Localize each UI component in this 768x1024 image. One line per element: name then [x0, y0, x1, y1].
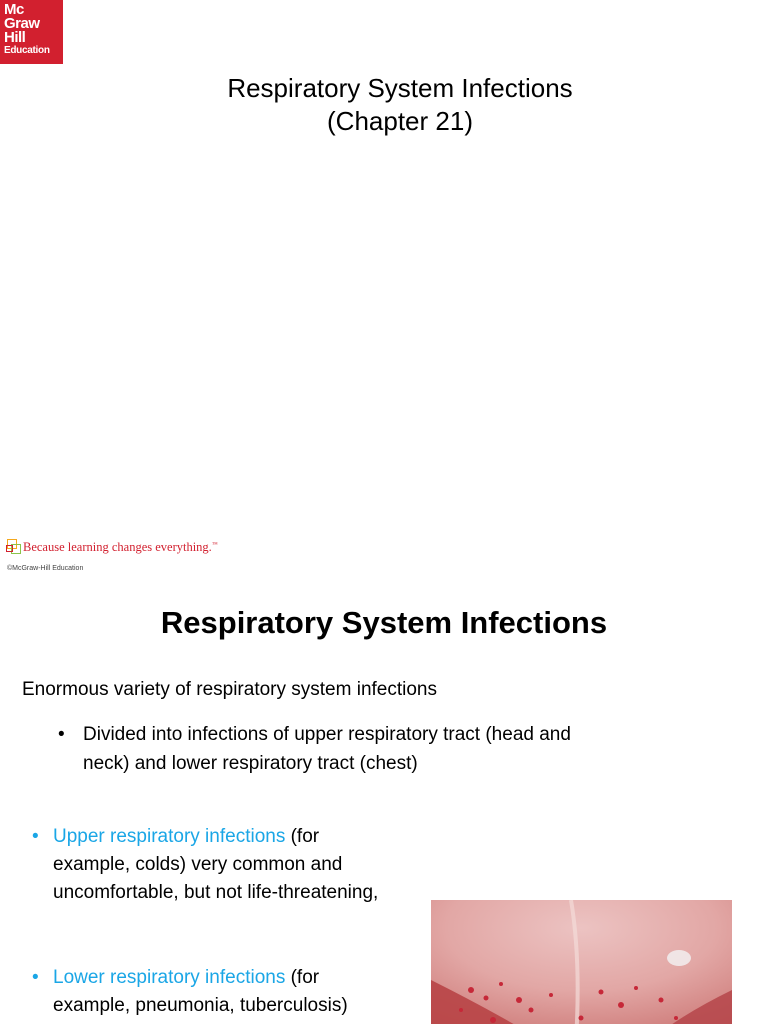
bullet-marker: • [58, 724, 65, 745]
throat-photo [431, 900, 732, 1024]
slide-title-line-1: Respiratory System Infections [227, 73, 573, 103]
bullet-highlight: Upper respiratory infections [53, 826, 286, 847]
mcgraw-hill-logo [0, 0, 63, 64]
bullet-text: (for example, colds) very common and uncomfortable, but not life-threatening, [53, 826, 379, 903]
logo-line-2: Graw [4, 15, 40, 32]
bullet-marker: • [32, 967, 39, 988]
bullet-marker: • [32, 826, 39, 847]
main-point: Enormous variety of respiratory system infections [22, 679, 437, 700]
brand-squares-icon [6, 538, 22, 556]
brand-tagline [6, 537, 218, 557]
slide-title [0, 72, 768, 138]
logo-line-4: Education [4, 45, 50, 56]
bullet-lower-respiratory [32, 964, 392, 1020]
bullet-text: (for example, pneumonia, tuberculosis) [53, 967, 348, 1016]
sub-bullet [58, 720, 622, 778]
copyright-text: ©McGraw-Hill Education [7, 565, 84, 572]
content-slide-title: Respiratory System Infections [160, 605, 608, 640]
bullet-highlight: Lower respiratory infections [53, 967, 286, 988]
sub-bullet-text: Divided into infections of upper respiratory tract (head and neck) and lower respiratory tract (chest) [83, 724, 571, 774]
content-slide [0, 576, 768, 1024]
tagline-text: Because learning changes everything.™ [23, 539, 218, 554]
bullet-upper-respiratory [32, 823, 392, 907]
logo-line-3: Hill [4, 29, 26, 46]
slide-title-line-2: (Chapter 21) [327, 106, 473, 136]
logo-line-1: Mc [4, 1, 24, 18]
